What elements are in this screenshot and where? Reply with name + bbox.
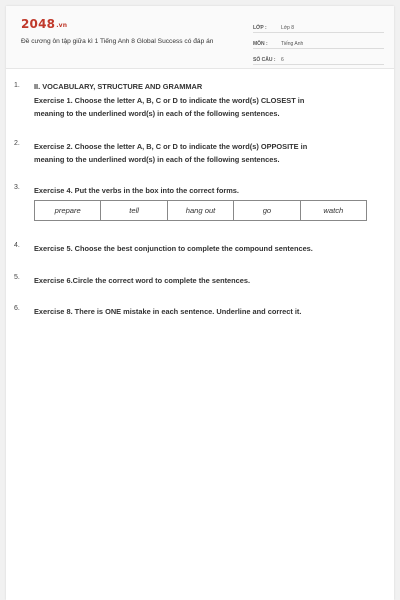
meta-value: Tiếng Anh (281, 41, 304, 47)
meta-row-subject (253, 33, 384, 49)
meta-key: SỐ CÂU : (253, 57, 276, 63)
meta-value: 6 (281, 57, 284, 63)
verb-cell: watch (323, 206, 344, 215)
exercise-text-line: Exercise 8. There is ONE mistake in each sentence. Underline and correct it. (34, 307, 302, 316)
exercise-text-line: Exercise 6.Circle the correct word to complete the sentences. (34, 276, 251, 285)
exercise-text-line: meaning to the underlined word(s) in each of the following sentences. (34, 155, 280, 164)
item-body (34, 82, 376, 120)
item-number: 3. (14, 184, 20, 191)
exercise-text-line: Exercise 5. Choose the best conjunction to complete the compound sentences. (34, 244, 313, 253)
site-logo[interactable] (21, 17, 67, 31)
meta-key: LỚP : (253, 25, 267, 31)
document-header (6, 6, 394, 69)
verb-cell: go (234, 201, 300, 220)
verb-cell: hang out (168, 201, 234, 220)
meta-table (253, 17, 384, 65)
item-number: 4. (14, 242, 20, 249)
verb-cell: tell (101, 201, 167, 220)
exercise-text-line: Exercise 1. Choose the letter A, B, C or D to indicate the word(s) CLOSEST in (34, 96, 305, 105)
section-heading: II. VOCABULARY, STRUCTURE AND GRAMMAR (34, 82, 203, 91)
item-number: 5. (14, 274, 20, 281)
verb-cell: prepare (35, 201, 101, 220)
meta-row-class (253, 17, 384, 33)
verb-box (34, 200, 367, 221)
logo-suffix: .vn (56, 22, 68, 29)
item-body (34, 305, 376, 318)
item-body (34, 184, 376, 221)
item-number: 2. (14, 140, 20, 147)
document-title: Đề cương ôn tập giữa kì 1 Tiếng Anh 8 Global Success có đáp án (21, 38, 214, 45)
meta-row-count (253, 49, 384, 65)
item-body (34, 274, 376, 287)
meta-key: MÔN : (253, 41, 268, 47)
meta-value: Lớp 8 (281, 25, 295, 31)
item-body (34, 140, 376, 166)
item-number: 6. (14, 305, 20, 312)
exercise-text-line: Exercise 2. Choose the letter A, B, C or D to indicate the word(s) OPPOSITE in (34, 142, 308, 151)
logo-number: 2048 (21, 17, 56, 31)
exercise-text-line: meaning to the underlined word(s) in each of the following sentences. (34, 109, 280, 118)
item-number: 1. (14, 82, 20, 89)
item-body (34, 242, 376, 255)
exercise-text-line: Exercise 4. Put the verbs in the box into the correct forms. (34, 186, 239, 195)
